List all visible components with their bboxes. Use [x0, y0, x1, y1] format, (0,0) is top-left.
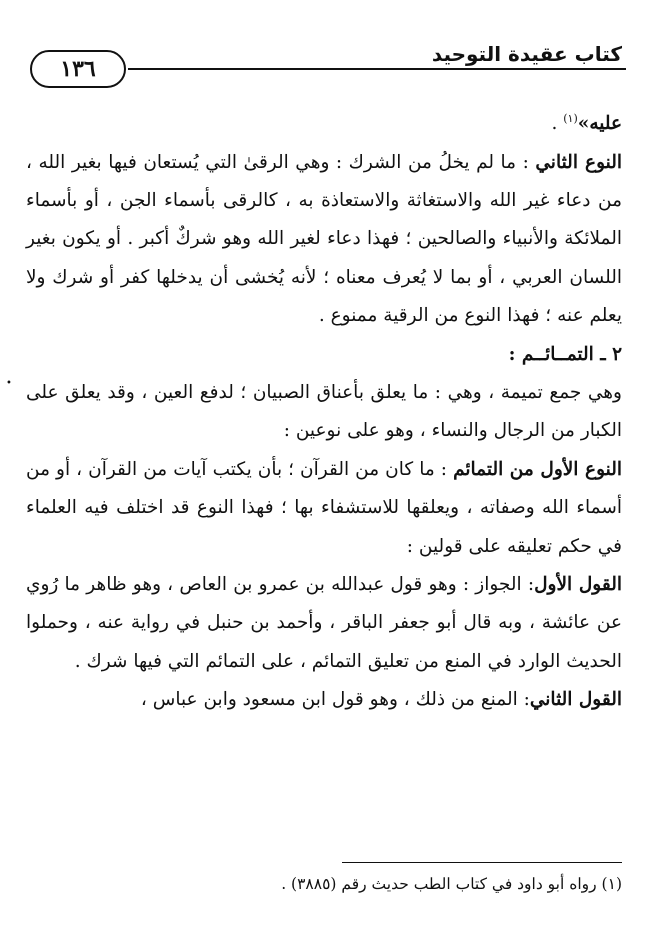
footnote-rule: [342, 862, 622, 863]
paragraph-second-opinion: القول الثاني: المنع من ذلك ، وهو قول ابن مسعود وابن عباس ،: [140, 689, 622, 711]
running-title: كتاب عقيدة التوحيد: [431, 42, 622, 66]
paragraph-amulets-definition: وهي جمع تميمة ، وهي : ما يعلق بأعناق الصبيان ؛ لدفع العين ، وقد يعلق على الكبار من الرجال والنساء ، وهو على نوعين :: [26, 382, 622, 442]
page-header: [30, 36, 626, 86]
paragraph-continuation: عليه»$^{(١)}$ .: [551, 112, 622, 135]
paragraph-lead: النوع الأول من التمائم: [453, 458, 622, 480]
footnote: (١) رواه أبو داود في كتاب الطب حديث رقم (٣٨٨٥) .: [281, 875, 622, 893]
page-number: ١٣٦: [30, 50, 126, 88]
section-heading-amulets: ٢ ـ التمــائــم :: [508, 343, 622, 365]
header-rule: [128, 68, 626, 70]
body-text: [26, 100, 622, 720]
paragraph-first-type-amulets: النوع الأول من التمائم : ما كان من القرآن ؛ بأن يكتب آيات من القرآن ، أو من أسماء الله وصفاته ، ويعلقها للاستشفاء بها ؛ فهذا النوع قد اختلف فيه العلماء في حكم تعليقه على قولين :: [26, 458, 622, 557]
paragraph-lead: القول الأول: [534, 574, 623, 596]
footnote-ref: (١): [563, 112, 578, 125]
paragraph-second-type: النوع الثاني : ما لم يخلُ من الشرك : وهي الرقىٰ التي يُستعان فيها بغير الله ، من دعاء غير الله والاستغاثة والاستعاذة به ، كالرقى بأسماء الجن ، أو بأسماء الملائكة والأنبياء والصالحين ؛ فهذا دعاء لغير الله وهو شركٌ أكبر . أو يكون بغير اللسان العربي ، أو بما لا يُعرف معناه ؛ لأنه يُخشى أن يدخلها كفر أو شرك ولا يعلم عنه ؛ فهذا النوع من الرقية ممنوع .: [26, 151, 622, 327]
paragraph-first-opinion: القول الأول: الجواز : وهو قول عبدالله بن عمرو بن العاص ، وهو ظاهر ما رُوي عن عائشة ، وبه قال أبو جعفر الباقر ، وأحمد بن حنبل في رواية عنه ، وحملوا الحديث الوارد في المنع من تعليق التمائم ، على التمائم التي فيها شرك .: [26, 574, 623, 672]
paragraph-lead: النوع الثاني: [535, 151, 622, 173]
paragraph-lead: القول الثاني: [529, 689, 622, 711]
margin-dot: •: [6, 378, 12, 389]
